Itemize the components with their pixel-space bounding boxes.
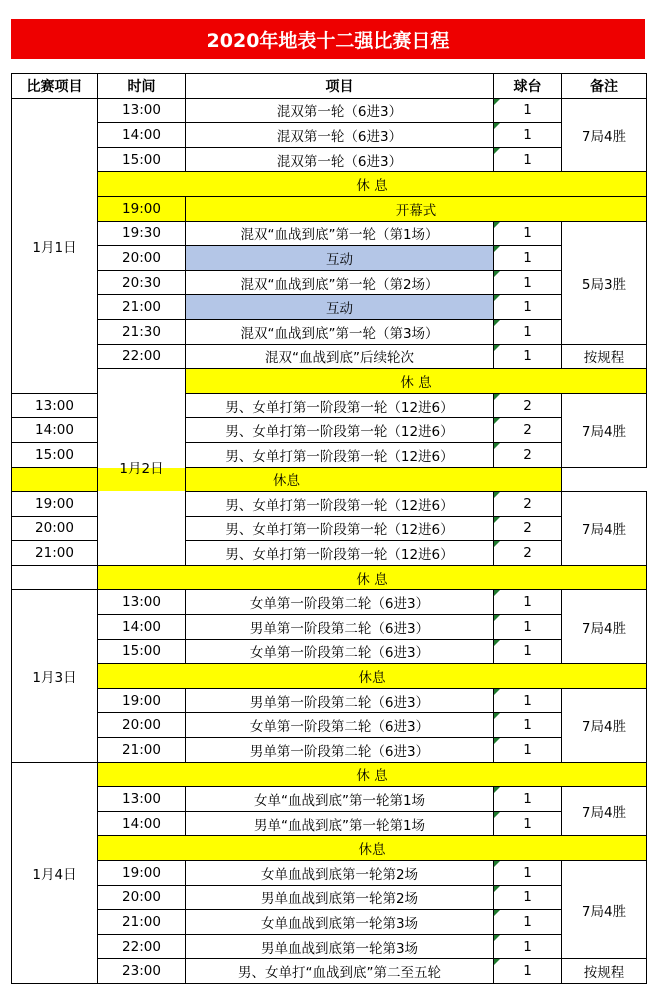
event-cell: 男单第一阶段第二轮（6进3） <box>186 738 494 763</box>
rest-label: 休息 <box>98 836 647 861</box>
time-cell: 20:00 <box>98 885 186 910</box>
table-row <box>12 615 647 640</box>
table-row <box>12 270 647 295</box>
table-cell: 2 <box>494 516 562 541</box>
table-row <box>12 246 647 271</box>
table-row <box>12 147 647 172</box>
rest-label: 休息 <box>98 664 647 689</box>
note-cell: 7局4胜 <box>562 688 647 762</box>
event-cell: 混双第一轮（6进3） <box>186 98 494 123</box>
table-cell: 2 <box>494 541 562 566</box>
table-row <box>12 738 647 763</box>
time-cell: 20:30 <box>98 270 186 295</box>
rest-row <box>12 836 647 861</box>
header-event: 项目 <box>186 74 494 99</box>
table-row <box>12 344 647 369</box>
event-cell: 互动 <box>186 295 494 320</box>
time-cell: 21:00 <box>98 738 186 763</box>
event-cell: 女单第一阶段第二轮（6进3） <box>186 639 494 664</box>
event-cell: 开幕式 <box>186 196 647 221</box>
note-cell: 7局4胜 <box>562 98 647 172</box>
time-cell: 14:00 <box>98 811 186 836</box>
note-cell: 7局4胜 <box>562 393 647 467</box>
event-cell: 男、女单打第一阶段第一轮（12进6） <box>186 492 494 517</box>
table-row <box>12 688 647 713</box>
table-cell: 1 <box>494 295 562 320</box>
table-row <box>12 934 647 959</box>
table-cell: 1 <box>494 319 562 344</box>
header-row <box>12 74 647 99</box>
time-cell: 21:30 <box>98 319 186 344</box>
time-cell: 14:00 <box>12 418 98 443</box>
time-cell: 22:00 <box>98 344 186 369</box>
table-cell: 1 <box>494 713 562 738</box>
table-row <box>12 123 647 148</box>
day-cell: 1月4日 <box>12 762 98 983</box>
rest-label: 休息 <box>12 467 562 492</box>
time-cell: 15:00 <box>98 639 186 664</box>
event-cell: 男单第一阶段第二轮（6进3） <box>186 615 494 640</box>
day-cell: 1月1日 <box>12 98 98 393</box>
note-cell: 7局4胜 <box>562 492 647 566</box>
event-cell: 男单第一阶段第二轮（6进3） <box>186 688 494 713</box>
page-title: 2020年地表十二强比赛日程 <box>11 19 645 59</box>
event-cell: 混双第一轮（6进3） <box>186 147 494 172</box>
time-cell: 21:00 <box>12 541 98 566</box>
table-row <box>12 319 647 344</box>
table-row <box>12 221 647 246</box>
rest-row <box>12 664 647 689</box>
table-row <box>12 910 647 935</box>
time-cell: 15:00 <box>98 147 186 172</box>
table-row <box>12 98 647 123</box>
header-category: 比赛项目 <box>12 74 98 99</box>
event-cell: 混双“血战到底”第一轮（第3场） <box>186 319 494 344</box>
event-cell: 混双第一轮（6进3） <box>186 123 494 148</box>
table-cell: 1 <box>494 934 562 959</box>
time-cell: 19:00 <box>98 196 186 221</box>
schedule-table <box>11 73 647 984</box>
event-cell: 男、女单打第一阶段第一轮（12进6） <box>186 442 494 467</box>
table-cell: 1 <box>494 221 562 246</box>
event-cell: 男、女单打第一阶段第一轮（12进6） <box>186 516 494 541</box>
table-cell: 1 <box>494 910 562 935</box>
event-cell: 男单血战到底第一轮第3场 <box>186 934 494 959</box>
table-cell: 1 <box>494 123 562 148</box>
table-row <box>12 295 647 320</box>
rest-row <box>12 762 647 787</box>
table-cell: 1 <box>494 738 562 763</box>
table-cell: 2 <box>494 393 562 418</box>
event-cell: 女单第一阶段第二轮（6进3） <box>186 590 494 615</box>
event-cell: 男、女单打第一阶段第一轮（12进6） <box>186 418 494 443</box>
schedule-body <box>12 98 647 983</box>
table-cell: 2 <box>494 442 562 467</box>
table-cell: 2 <box>494 492 562 517</box>
header-time: 时间 <box>98 74 186 99</box>
time-cell: 22:00 <box>98 934 186 959</box>
time-cell: 13:00 <box>98 787 186 812</box>
rest-row <box>12 467 647 492</box>
time-cell: 14:00 <box>98 615 186 640</box>
event-cell: 男单血战到底第一轮第2场 <box>186 885 494 910</box>
time-cell: 13:00 <box>98 590 186 615</box>
time-cell: 20:00 <box>12 516 98 541</box>
rest-row <box>12 172 647 197</box>
table-cell: 1 <box>494 959 562 984</box>
table-row <box>12 959 647 984</box>
table-cell: 2 <box>494 418 562 443</box>
table-cell: 1 <box>494 147 562 172</box>
time-cell: 19:00 <box>98 861 186 886</box>
table-row <box>12 639 647 664</box>
time-cell: 13:00 <box>12 393 98 418</box>
day-cell: 1月3日 <box>12 590 98 762</box>
rest-label: 休 息 <box>186 369 647 394</box>
time-cell: 23:00 <box>98 959 186 984</box>
table-cell: 1 <box>494 590 562 615</box>
table-row <box>12 590 647 615</box>
event-cell: 互动 <box>186 246 494 271</box>
time-cell: 21:00 <box>98 295 186 320</box>
table-row <box>12 713 647 738</box>
day-cell: 1月2日 <box>98 369 186 566</box>
time-cell: 21:00 <box>98 910 186 935</box>
rest-label: 休 息 <box>98 172 647 197</box>
table-cell: 1 <box>494 639 562 664</box>
event-cell: 男、女单打第一阶段第一轮（12进6） <box>186 393 494 418</box>
time-cell: 14:00 <box>98 123 186 148</box>
table-cell: 1 <box>494 688 562 713</box>
event-cell: 女单血战到底第一轮第2场 <box>186 861 494 886</box>
table-row <box>12 787 647 812</box>
header-table: 球台 <box>494 74 562 99</box>
time-cell: 19:00 <box>98 688 186 713</box>
note-cell: 7局4胜 <box>562 590 647 664</box>
time-cell: 20:00 <box>98 713 186 738</box>
event-cell: 混双“血战到底”第一轮（第2场） <box>186 270 494 295</box>
event-cell: 男、女单打“血战到底”第二至五轮 <box>186 959 494 984</box>
table-cell: 1 <box>494 246 562 271</box>
rest-label: 休 息 <box>98 762 647 787</box>
table-cell: 1 <box>494 98 562 123</box>
event-cell: 混双“血战到底”第一轮（第1场） <box>186 221 494 246</box>
note-cell: 按规程 <box>562 344 647 369</box>
table-row <box>12 861 647 886</box>
table-cell: 1 <box>494 885 562 910</box>
table-row <box>12 196 647 221</box>
time-cell: 20:00 <box>98 246 186 271</box>
event-cell: 混双“血战到底”后续轮次 <box>186 344 494 369</box>
event-cell: 男单“血战到底”第一轮第1场 <box>186 811 494 836</box>
note-cell: 5局3胜 <box>562 221 647 344</box>
event-cell: 女单“血战到底”第一轮第1场 <box>186 787 494 812</box>
event-cell: 女单血战到底第一轮第3场 <box>186 910 494 935</box>
table-cell: 1 <box>494 787 562 812</box>
day-cell <box>12 565 98 590</box>
table-row <box>12 811 647 836</box>
time-cell: 13:00 <box>98 98 186 123</box>
note-cell: 按规程 <box>562 959 647 984</box>
rest-label: 休 息 <box>98 565 647 590</box>
table-cell: 1 <box>494 861 562 886</box>
rest-row <box>12 565 647 590</box>
time-cell: 15:00 <box>12 442 98 467</box>
table-cell: 1 <box>494 811 562 836</box>
table-row <box>12 885 647 910</box>
time-cell: 19:30 <box>98 221 186 246</box>
table-cell: 1 <box>494 615 562 640</box>
table-cell: 1 <box>494 270 562 295</box>
event-cell: 男、女单打第一阶段第一轮（12进6） <box>186 541 494 566</box>
time-cell: 19:00 <box>12 492 98 517</box>
table-cell: 1 <box>494 344 562 369</box>
event-cell: 女单第一阶段第二轮（6进3） <box>186 713 494 738</box>
schedule-header <box>12 74 647 99</box>
note-cell: 7局4胜 <box>562 861 647 959</box>
rest-row <box>12 369 647 394</box>
header-note: 备注 <box>562 74 647 99</box>
note-cell: 7局4胜 <box>562 787 647 836</box>
